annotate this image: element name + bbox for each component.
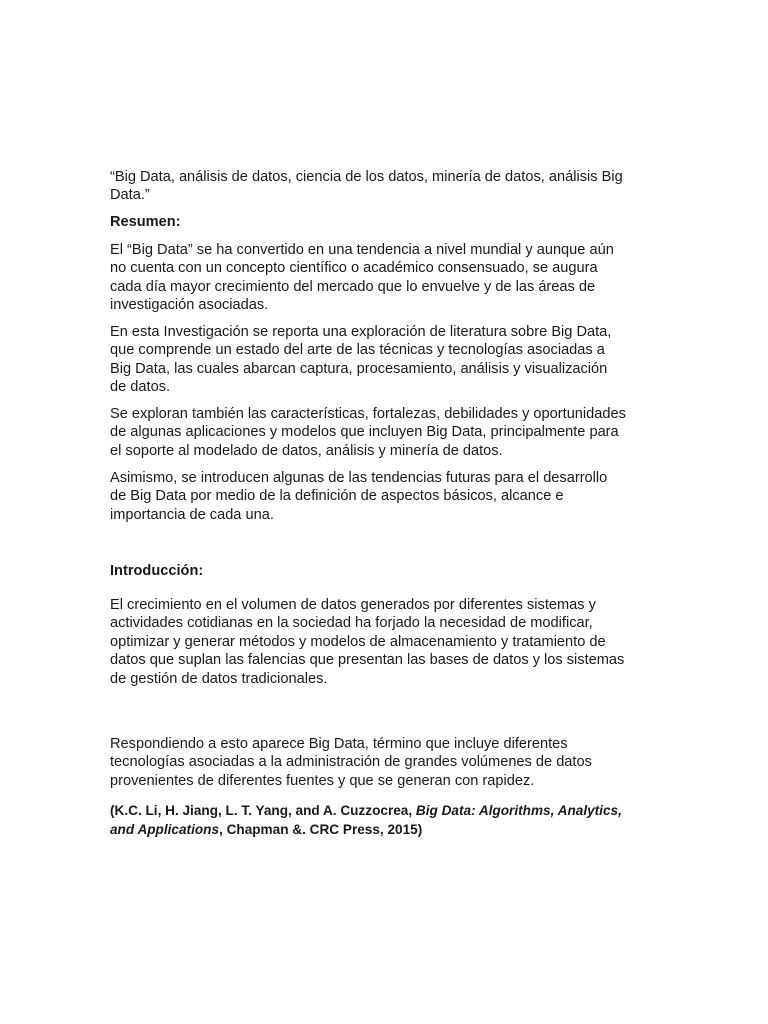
text-line: “Big Data, análisis de datos, ciencia de los datos, minería de datos, análisis Big bbox=[110, 169, 623, 185]
introduccion-paragraph-1 bbox=[110, 596, 624, 688]
text-line: Asimismo, se introducen algunas de las tendencias futuras para el desarrollo bbox=[110, 470, 608, 486]
citation-title: and Applications bbox=[110, 822, 220, 837]
introduccion-heading: Introducción: bbox=[110, 563, 204, 579]
text-line: Se exploran también las características, fortalezas, debilidades y oportunidades bbox=[110, 406, 626, 422]
citation-title: Big Data: Algorithms, Analytics, bbox=[415, 803, 622, 818]
text-line: actividades cotidianas en la sociedad ha forjado la necesidad de modificar, bbox=[110, 615, 593, 632]
text-line: optimizar y generar métodos y modelos de almacenamiento y tratamiento de bbox=[110, 633, 606, 650]
citation bbox=[110, 801, 622, 839]
text-line: El “Big Data” se ha convertido en una tendencia a nivel mundial y aunque aún bbox=[110, 242, 614, 258]
text-line: cada día mayor crecimiento del mercado que lo envuelve y de las áreas de bbox=[110, 278, 596, 295]
resumen-paragraph-3 bbox=[110, 405, 626, 460]
text-line: Respondiendo a esto aparece Big Data, término que incluye diferentes bbox=[110, 736, 568, 752]
text-line: de Big Data por medio de la definición de aspectos básicos, alcance e bbox=[110, 488, 564, 505]
text-line: Data.” bbox=[110, 187, 150, 204]
keywords-paragraph bbox=[110, 168, 623, 205]
text-line: que comprende un estado del arte de las técnicas y tecnologías asociadas a bbox=[110, 342, 605, 359]
resumen-heading: Resumen: bbox=[110, 214, 181, 230]
text-line: provenientes de diferentes fuentes y que se generan con rapidez. bbox=[110, 772, 535, 789]
text-line: investigación asociadas. bbox=[110, 297, 269, 314]
text-line: importancia de cada una. bbox=[110, 506, 274, 523]
resumen-paragraph-1 bbox=[110, 241, 614, 315]
text-line: El crecimiento en el volumen de datos generados por diferentes sistemas y bbox=[110, 597, 596, 613]
text-line: no cuenta con un concepto científico o académico consensuado, se augura bbox=[110, 260, 598, 277]
text-line: Big Data, las cuales abarcan captura, procesamiento, análisis y visualización bbox=[110, 360, 608, 377]
text-line: de gestión de datos tradicionales. bbox=[110, 670, 328, 687]
text-line: de datos. bbox=[110, 379, 171, 396]
citation-authors: (K.C. Li, H. Jiang, L. T. Yang, and A. Cuzzocrea, bbox=[110, 803, 416, 818]
resumen-paragraph-2 bbox=[110, 323, 611, 397]
text-line: el soporte al modelado de datos, análisis y minería de datos. bbox=[110, 442, 503, 459]
introduccion-paragraph-2 bbox=[110, 735, 592, 790]
text-line: de algunas aplicaciones y modelos que incluyen Big Data, principalmente para bbox=[110, 424, 619, 441]
citation-publisher: , Chapman &. CRC Press, 2015) bbox=[219, 822, 423, 837]
text-line: En esta Investigación se reporta una exploración de literatura sobre Big Data, bbox=[110, 324, 612, 340]
resumen-paragraph-4 bbox=[110, 469, 607, 524]
text-line: tecnologías asociadas a la administración de grandes volúmenes de datos bbox=[110, 754, 592, 771]
text-line: datos que suplan las falencias que presentan las bases de datos y los sistemas bbox=[110, 652, 625, 669]
